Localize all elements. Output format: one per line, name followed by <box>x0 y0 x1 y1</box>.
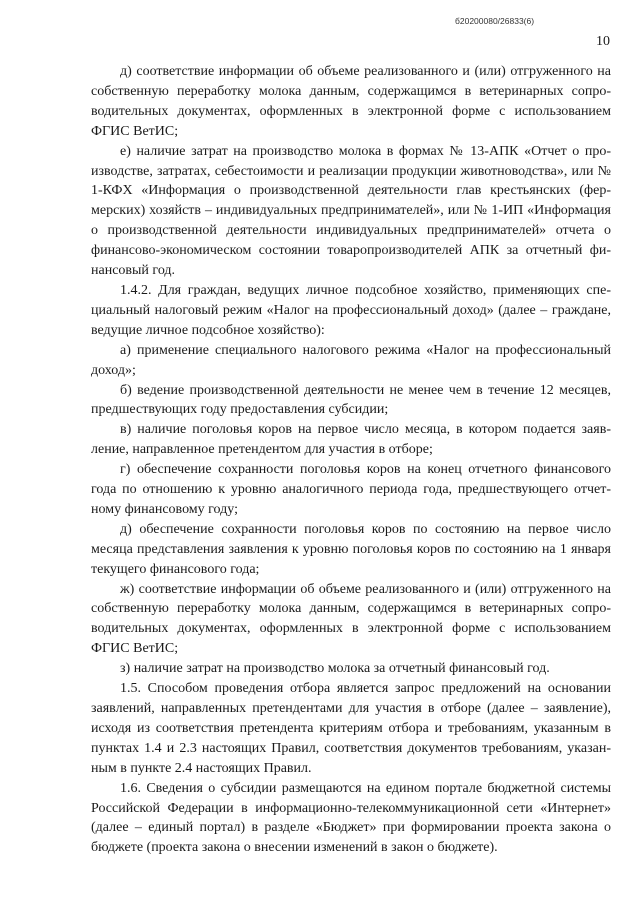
paragraph-e-production-costs: е) наличие затрат на производство молока в формах № 13-АПК «Отчет о производстве, затратах, себестоимости и реализации продукции животноводства», или № 1-КФХ «Информация о производственной деятельности глав крестьянских (фермерских) хозяйств – индивидуальных предпринимателей», или № 1-ИП «Информация о производственной деятельности индивидуальных предпринимателей» отчета о финансово-экономическом состоянии товаропроизводителей АПК за отчетный финансовый год. <box>91 143 611 279</box>
paragraph-a-tax-regime: а) применение специального налогового режима «Налог на профессиональный доход»; <box>91 342 611 378</box>
paragraph-b-activity-period: б) ведение производственной деятельности не менее чем в течение 12 месяцев, предшествующих году предоставления субсидии; <box>91 382 611 418</box>
paragraph-zh-milk-sales: ж) соответствие информации об объеме реализованного и (или) отгруженного на собственную переработку молока данным, содержащимся в ветеринарных сопроводительных документах, оформленных в электронной форме с использованием ФГИС ВетИС; <box>91 581 611 657</box>
paragraph-1-4-2: 1.4.2. Для граждан, ведущих личное подсобное хозяйство, применяющих специальный налоговый режим «Налог на профессиональный доход» (далее – граждане, ведущие личное подсобное хозяйство): <box>91 282 611 338</box>
paragraph-g-herd-preservation: г) обеспечение сохранности поголовья коров на конец отчетного финансового года по отношению к уровню аналогичного периода года, предшествующего отчетному финансовому году; <box>91 462 611 517</box>
paragraph-1-5: 1.5. Способом проведения отбора является запрос предложений на основании заявлений, направленных претендентами для участия в отборе (далее – заявление), исходя из соответствия претендента критериям отбора и требованиям, указанным в пунктах 1.4 и 2.3 настоящих Правил, соответствия документов требованиям, указанным в пункте 2.4 настоящих Правил. <box>91 681 611 776</box>
paragraph-z-production-costs: з) наличие затрат на производство молока за отчетный финансовый год. <box>120 661 550 677</box>
document-number: б20200080/26833(6) <box>455 16 535 26</box>
document-body <box>91 62 611 858</box>
paragraph-1-6: 1.6. Сведения о субсидии размещаются на едином портале бюджетной системы Российской Федерации в информационно-телекоммуникационной сети «Интернет» (далее – единый портал) в разделе «Бюджет» при формировании проекта закона о бюджете (проекта закона о внесении изменений в закон о бюджете). <box>91 780 611 856</box>
page-number: 10 <box>596 34 610 49</box>
paragraph-d-milk-sales: д) соответствие информации об объеме реализованного и (или) отгруженного на собственную переработку молока данным, содержащимся в ветеринарных сопроводительных документах, оформленных в электронной форме с использованием ФГИС ВетИС; <box>91 64 611 139</box>
paragraph-v-cow-herd: в) наличие поголовья коров на первое число месяца, в котором подается заявление, направленное претендентом для участия в отборе; <box>91 422 611 458</box>
paragraph-d-herd-level: д) обеспечение сохранности поголовья коров по состоянию на первое число месяца представления заявления к уровню поголовья коров по состоянию на 1 января текущего финансового года; <box>91 521 611 577</box>
